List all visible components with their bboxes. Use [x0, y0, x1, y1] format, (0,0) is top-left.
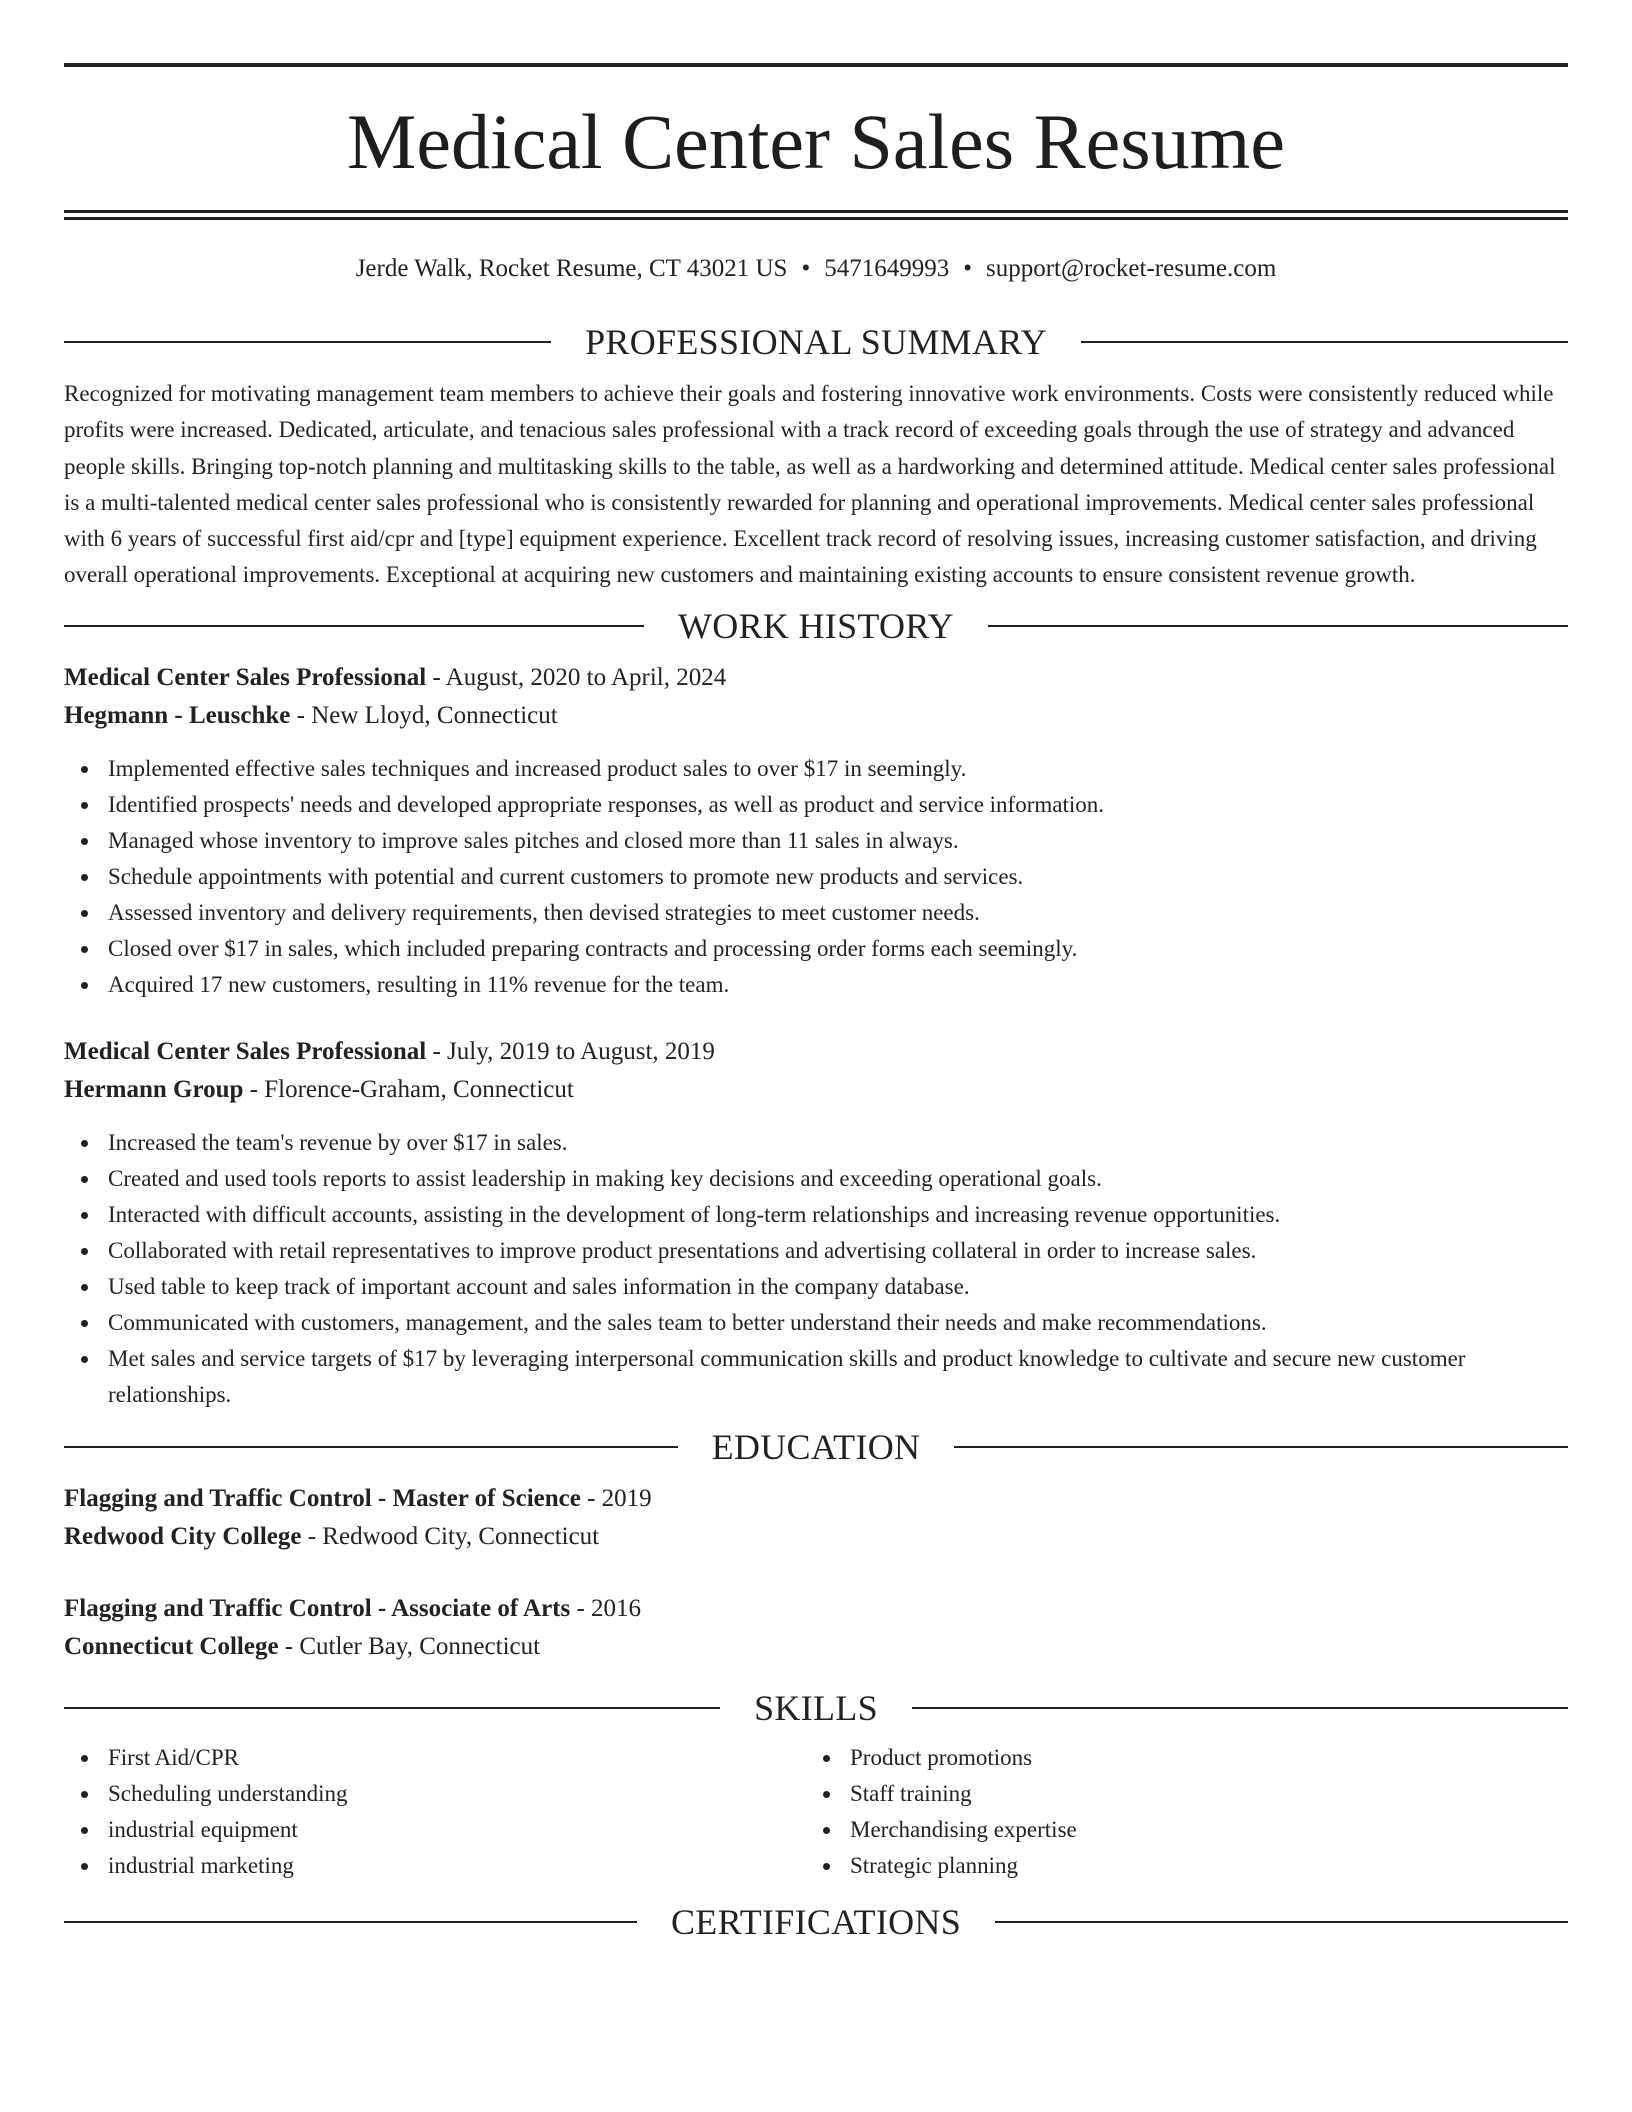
education-degree: Flagging and Traffic Control - Master of Science — [64, 1484, 581, 1512]
section-header-skills — [64, 1688, 1568, 1728]
education-degree-line — [64, 1480, 1568, 1518]
job-entry — [64, 659, 1568, 1003]
section-title: EDUCATION — [711, 1426, 921, 1467]
skill-item: Product promotions — [806, 1740, 1568, 1776]
list-item: Met sales and service targets of $17 by leveraging interpersonal communication skills and product knowledge to cultivate and secure new customer relationships. — [64, 1341, 1568, 1413]
resume-title: Medical Center Sales Resume — [347, 98, 1285, 185]
section-title: CERTIFICATIONS — [670, 1901, 962, 1942]
job-entry — [64, 1033, 1568, 1413]
education-school-line — [64, 1518, 1568, 1556]
job-title-line — [64, 1033, 1568, 1071]
education-school: Redwood City College — [64, 1522, 302, 1550]
list-item: Interacted with difficult accounts, assisting in the development of long-term relationships and increasing revenue opportunities. — [64, 1197, 1568, 1233]
list-item: Communicated with customers, management, and the sales team to better understand their needs and make recommendations. — [64, 1305, 1568, 1341]
education-degree-line — [64, 1590, 1568, 1628]
job-company: Hegmann - Leuschke — [64, 701, 291, 729]
section-rule — [64, 1921, 637, 1923]
skills-grid — [64, 1740, 1568, 1884]
list-item: Assessed inventory and delivery requirements, then devised strategies to meet customer needs. — [64, 895, 1568, 931]
skills-column-right — [806, 1740, 1568, 1884]
list-item: Used table to keep track of important account and sales information in the company database. — [64, 1269, 1568, 1305]
job-title: Medical Center Sales Professional — [64, 663, 427, 691]
list-item: Implemented effective sales techniques and increased product sales to over $17 in seemingly. — [64, 751, 1568, 787]
job-dates: - July, 2019 to August, 2019 — [426, 1037, 715, 1065]
list-item: Acquired 17 new customers, resulting in 11% revenue for the team. — [64, 967, 1568, 1003]
section-rule — [64, 1707, 720, 1709]
contact-separator: • — [963, 255, 972, 282]
education-degree: Flagging and Traffic Control - Associate of Arts — [64, 1594, 571, 1622]
contact-separator: • — [801, 255, 811, 282]
skill-item: industrial equipment — [64, 1812, 806, 1848]
education-year: - 2016 — [570, 1594, 642, 1622]
education-year: - 2019 — [580, 1484, 652, 1512]
job-bullets — [64, 751, 1568, 1003]
resume-page — [0, 63, 1632, 2112]
education-school-line — [64, 1628, 1568, 1666]
list-item: Created and used tools reports to assist leadership in making key decisions and exceeding operational goals. — [64, 1161, 1568, 1197]
education-entry — [64, 1590, 1568, 1666]
list-item: Schedule appointments with potential and current customers to promote new products and services. — [64, 859, 1568, 895]
section-rule — [954, 1446, 1568, 1448]
section-title: PROFESSIONAL SUMMARY — [585, 322, 1047, 362]
section-header-education — [64, 1427, 1568, 1467]
section-rule — [1081, 341, 1568, 343]
title-double-rule — [64, 210, 1568, 220]
list-item: Collaborated with retail representatives to improve product presentations and advertising collateral in order to increase sales. — [64, 1233, 1568, 1269]
contact-phone: 5471649993 — [824, 255, 950, 282]
skill-item: First Aid/CPR — [64, 1740, 806, 1776]
job-bullets — [64, 1125, 1568, 1413]
job-dates: - August, 2020 to April, 2024 — [426, 663, 727, 691]
job-title-line — [64, 659, 1568, 697]
skill-item: Scheduling understanding — [64, 1776, 806, 1812]
section-header-summary — [64, 322, 1568, 362]
section-rule — [995, 1921, 1568, 1923]
list-item: Closed over $17 in sales, which included preparing contracts and processing order forms each seemingly. — [64, 931, 1568, 967]
section-header-certifications — [64, 1902, 1568, 1942]
education-school: Connecticut College — [64, 1632, 279, 1660]
section-title: WORK HISTORY — [678, 605, 954, 646]
summary-text: Recognized for motivating management team members to achieve their goals and fostering innovative work environments. Costs were consistently reduced while profits were increased. Dedicated, articulate, and tenacious sales professional with a track record of exceeding goals through the use of strategy and advanced people skills. Bringing top-notch planning and multitasking skills to the table, as well as a hardworking and determined attitude. Medical center sales professional is a multi-talented medical center sales professional who is consistently rewarded for planning and operational improvements. Medical center sales professional with 6 years of successful first aid/cpr and [type] equipment experience. Excellent track record of resolving issues, increasing customer satisfaction, and driving overall operational improvements. Exceptional at acquiring new customers and maintaining existing accounts to ensure consistent revenue growth. — [64, 381, 1556, 588]
contact-email: support@rocket-resume.com — [985, 255, 1277, 282]
contact-address: Jerde Walk, Rocket Resume, CT 43021 US — [355, 255, 788, 282]
job-title: Medical Center Sales Professional — [64, 1037, 427, 1065]
section-rule — [988, 625, 1568, 627]
skills-column-left — [64, 1740, 806, 1884]
section-rule — [64, 625, 644, 627]
job-location: - New Lloyd, Connecticut — [290, 701, 558, 729]
top-rule — [64, 63, 1568, 67]
list-item: Managed whose inventory to improve sales pitches and closed more than 11 sales in always. — [64, 823, 1568, 859]
section-rule — [912, 1707, 1568, 1709]
skill-item: Merchandising expertise — [806, 1812, 1568, 1848]
skill-item: Staff training — [806, 1776, 1568, 1812]
education-location: - Redwood City, Connecticut — [301, 1522, 600, 1550]
section-rule — [64, 1446, 678, 1448]
list-item: Identified prospects' needs and developed appropriate responses, as well as product and service information. — [64, 787, 1568, 823]
job-company: Hermann Group — [64, 1075, 244, 1103]
job-company-line — [64, 1071, 1568, 1109]
education-entry — [64, 1480, 1568, 1556]
section-rule — [64, 341, 551, 343]
education-location: - Cutler Bay, Connecticut — [278, 1632, 541, 1660]
section-title: SKILLS — [754, 1687, 878, 1728]
contact-line — [64, 254, 1568, 284]
section-header-work — [64, 606, 1568, 646]
job-location: - Florence-Graham, Connecticut — [243, 1075, 574, 1103]
skill-item: industrial marketing — [64, 1848, 806, 1884]
skill-item: Strategic planning — [806, 1848, 1568, 1884]
job-company-line — [64, 697, 1568, 735]
list-item: Increased the team's revenue by over $17 in sales. — [64, 1125, 1568, 1161]
